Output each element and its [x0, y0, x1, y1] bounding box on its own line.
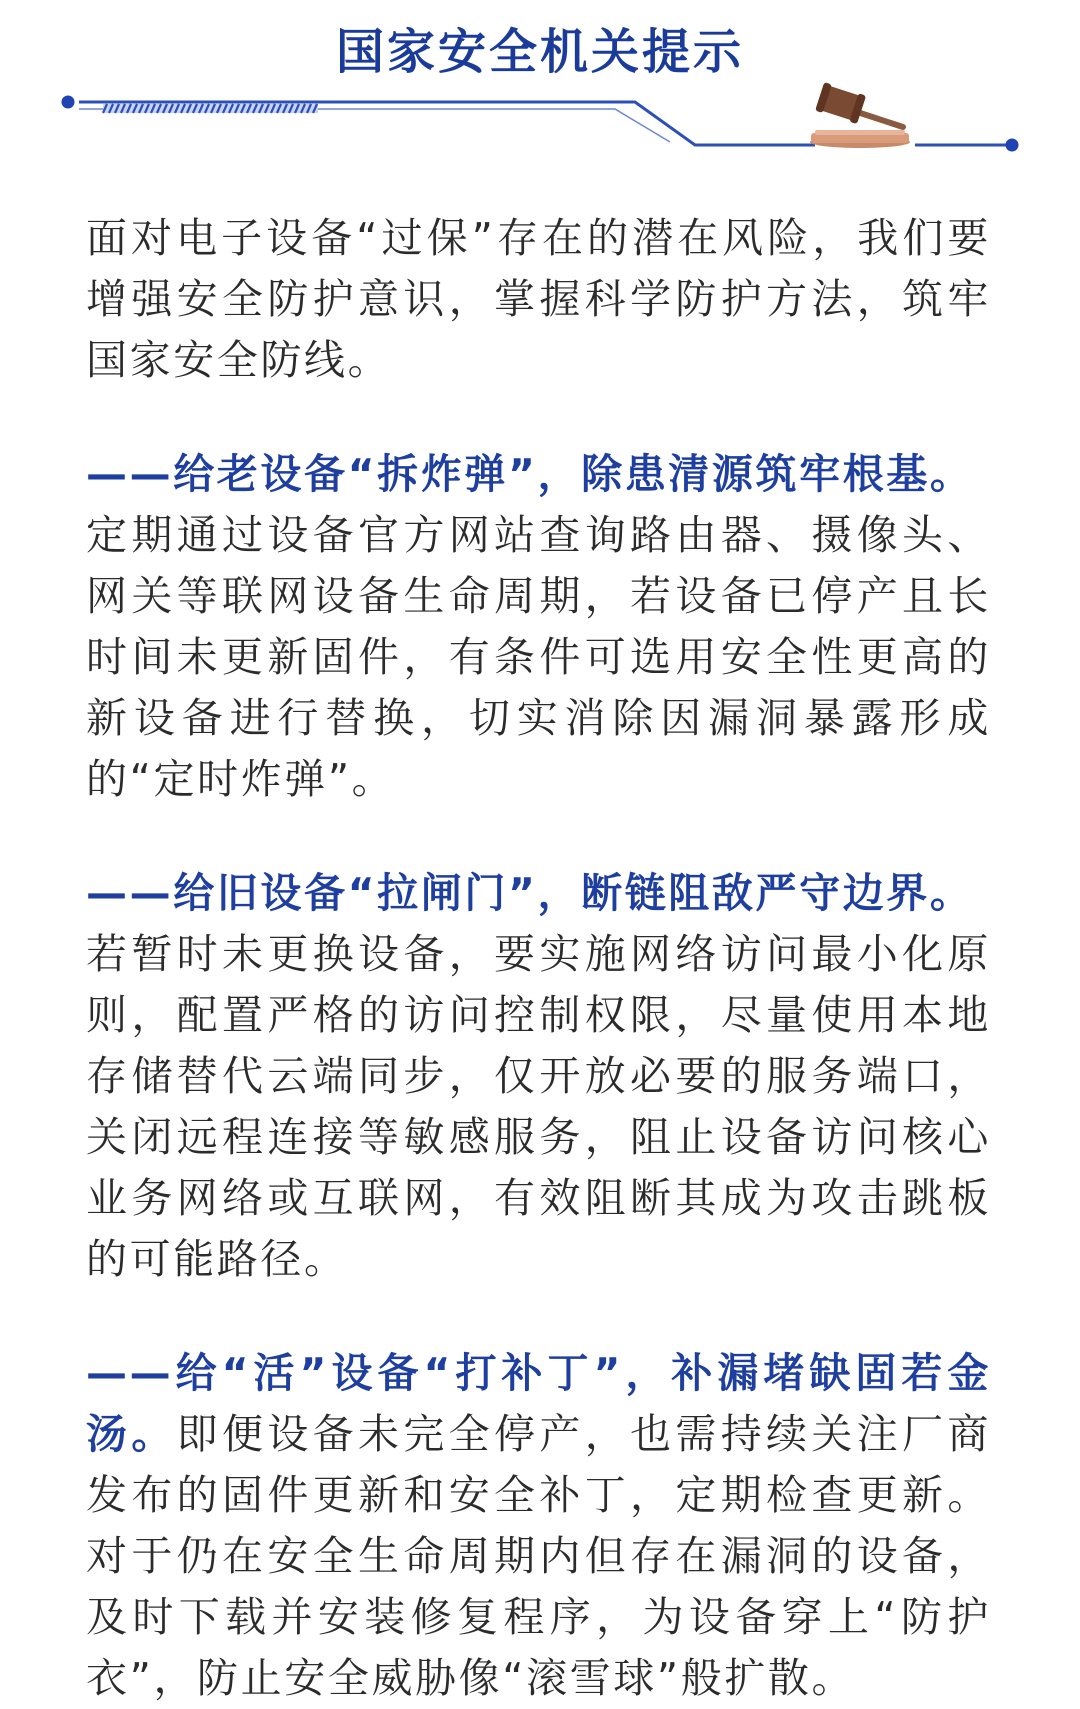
section-1: [86, 444, 991, 810]
section-3: [86, 1343, 991, 1709]
section-1-heading: ——给老设备“拆炸弹”，除患清源筑牢根基。: [86, 450, 974, 498]
article-body: [86, 208, 991, 1709]
section-3-heading: ——给“活”设备“打补丁”，补漏堵缺固若金汤。: [86, 1349, 991, 1458]
section-2-body: 若暂时未更换设备，要实施网络访问最小化原则，配置严格的访问控制权限，尽量使用本地存储替代云端同步，仅开放必要的服务端口，关闭远程连接等敏感服务，阻止设备访问核心业务网络或互联网，有效阻断其成为攻击跳板的可能路径。: [86, 930, 991, 1283]
section-1-body: 定期通过设备官方网站查询路由器、摄像头、网关等联网设备生命周期，若设备已停产且长时间未更新固件，有条件可选用安全性更高的新设备进行替换，切实消除因漏洞暴露形成的“定时炸弹”。: [86, 511, 991, 803]
section-3-body: 即便设备未完全停产，也需持续关注厂商发布的固件更新和安全补丁，定期检查更新。对于仍在安全生命周期内但存在漏洞的设备，及时下载并安装修复程序，为设备穿上“防护衣”，防止安全威胁像“滚雪球”般扩散。: [86, 1410, 991, 1702]
header-decoration: [55, 80, 1025, 175]
section-2-heading: ——给旧设备“拉闸门”，断链阻敌严守边界。: [86, 869, 974, 917]
page-title: 国家安全机关提示: [335, 24, 744, 80]
section-2: [86, 863, 991, 1290]
gavel-icon: [810, 82, 910, 148]
intro-paragraph: 面对电子设备“过保”存在的潜在风险，我们要增强安全防护意识，掌握科学防护方法，筑牢国家安全防线。: [86, 214, 991, 384]
